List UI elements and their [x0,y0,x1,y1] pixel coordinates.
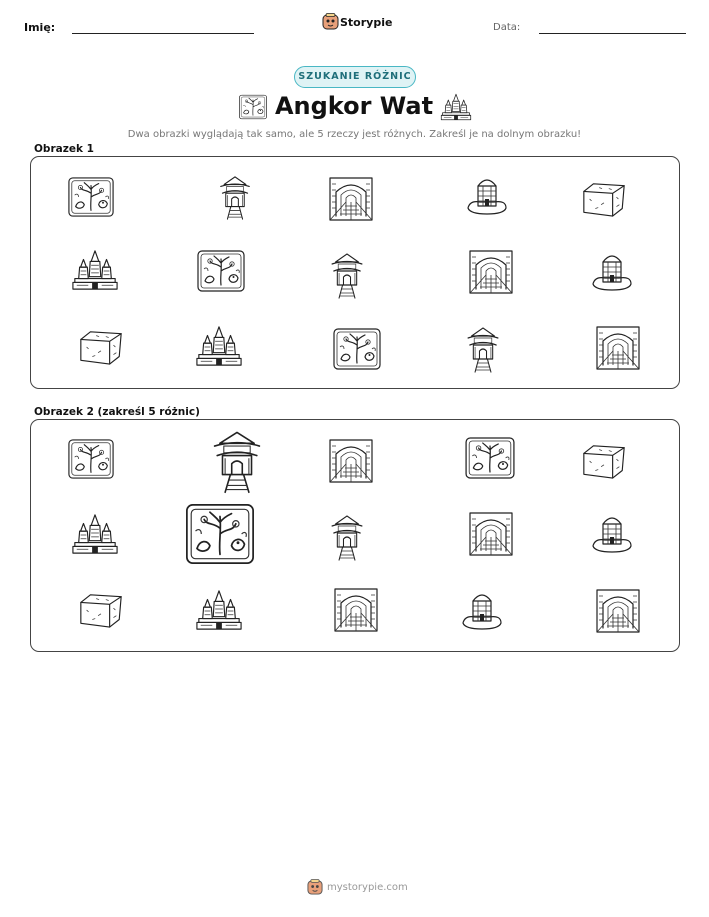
stone-block-icon[interactable] [580,442,628,480]
instructions: Dwa obrazki wyglądają tak samo, ale 5 rzeczy jest różnych. Zakreśl je na dolnym obrazku! [127,129,582,140]
temple-gate-icon[interactable] [204,427,270,495]
stone-relief-icon[interactable] [196,249,246,293]
angkor-temple-icon[interactable] [71,512,119,556]
picture2-label: Obrazek 2 (zakreśl 5 różnic) [34,406,200,418]
stone-corridor-icon[interactable] [468,249,514,295]
temple-gate-icon[interactable] [214,173,256,221]
date-line[interactable] [539,33,686,34]
round-tower-icon[interactable] [459,587,505,633]
temple-gate-icon[interactable] [461,324,505,374]
stone-corridor-icon[interactable] [468,511,514,557]
name-label: Imię: [24,21,56,34]
stone-relief-icon[interactable] [184,502,256,566]
stone-corridor-icon[interactable] [595,325,641,371]
stone-block-icon[interactable] [77,328,125,366]
stone-relief-icon[interactable] [67,438,115,480]
name-line[interactable] [72,33,254,34]
stone-block-icon[interactable] [580,180,628,218]
stone-corridor-icon[interactable] [328,176,374,222]
stone-corridor-icon[interactable] [328,438,374,484]
page-title: Angkor Wat [274,92,434,120]
stone-relief-icon [237,94,269,120]
round-tower-icon[interactable] [464,172,510,218]
temple-gate-icon[interactable] [325,512,369,562]
angkor-temple-icon[interactable] [195,588,243,632]
activity-badge: SZUKANIE RÓŻNIC [294,66,416,88]
picture1-label: Obrazek 1 [34,143,94,155]
stone-relief-icon[interactable] [332,327,382,371]
brand-name: Storypie [340,16,393,29]
angkor-temple-icon[interactable] [195,324,243,368]
stone-corridor-icon[interactable] [595,588,641,634]
stone-relief-icon[interactable] [67,176,115,218]
angkor-temple-icon [440,92,472,122]
round-tower-icon[interactable] [589,510,635,556]
stone-block-icon[interactable] [77,591,125,629]
footer-url[interactable]: mystorypie.com [327,882,408,893]
date-label: Data: [493,22,521,33]
stone-corridor-icon[interactable] [333,587,379,633]
temple-gate-icon[interactable] [325,250,369,300]
angkor-temple-icon[interactable] [71,248,119,292]
storypie-logo-icon [307,879,323,896]
stone-relief-icon[interactable] [464,436,516,480]
storypie-logo-icon [322,13,339,31]
round-tower-icon[interactable] [589,248,635,294]
